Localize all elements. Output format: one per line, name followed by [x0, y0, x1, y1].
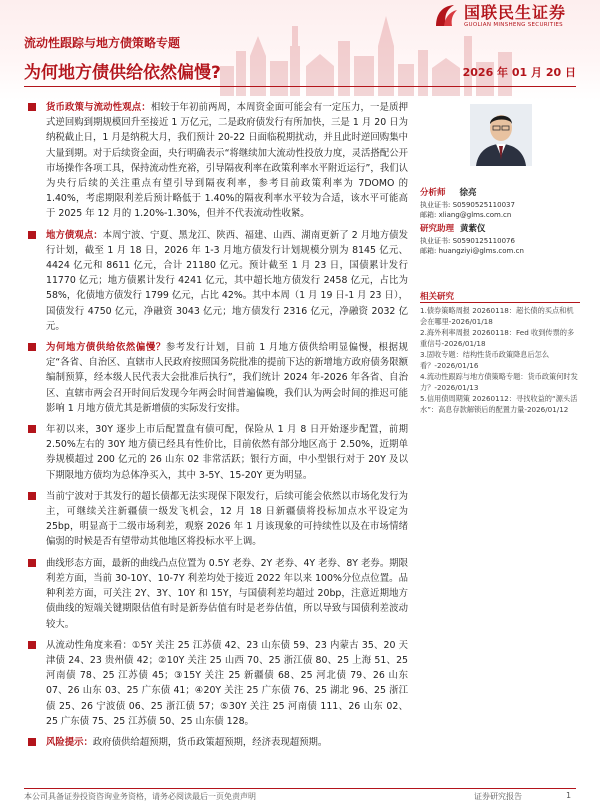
related-item[interactable]: 5.信用债周期策 20260112：寻找收益的“源头活水”：高息存款解锁后的配置力量-2026/01/12	[420, 394, 578, 414]
bullet-icon	[28, 738, 36, 746]
header-banner	[0, 0, 600, 100]
footer-disclaimer: 本公司具备证券投资咨询业务资格，请务必阅读最后一页免责声明	[24, 792, 256, 801]
bullet-icon	[28, 343, 36, 351]
report-title: 为何地方债供给依然偏慢?	[24, 63, 221, 83]
report-series: 流动性跟踪与地方债策略专题	[24, 36, 181, 50]
paragraph-text: 相较于年初前两周，本周资金面可能会有一定压力，一是质押式逆回购到期规模回升至接近 1 万亿元，二是政府债发行有所加快，三是 1 月 20 日为纳税截止日，1 月是纳税大月，我们预计 20-22 日面临税期扰动，并且此时逆回购集中大量到期。对于后续资金面，央行明确表示“将继续加大流动性投放力度，灵活搭配公开市场操作各项工具，保持流动性充裕，引导隔夜利率在政策利率水平附近运行”，我们认为央行后续的关注重点有望引导到隔夜利率，参考目前政策利率为 7DOMO 的 1.40%，考虑期限利差后预计略低于 1.40%的隔夜利率水平较为合适，该水平可能高于 2025 年 12 月的 1.20%-1.30%，但并不代表流动性收紧。	[46, 102, 408, 220]
paragraph-text: 政府债供给超预期，货币政策超预期，经济表现超预期。	[92, 736, 328, 748]
paragraph-monetary-policy	[26, 100, 408, 222]
bullet-icon	[28, 559, 36, 567]
paragraph-text: 从流动性角度来看：①5Y 关注 25 江苏债 42、23 山东债 59、23 内蒙古 35、20 天津债 24、23 贵州债 42；②10Y 关注 25 山西 70、25 浙江债 80、25 上海 51、25 河南债 78、25 江苏债 45；③15Y 关注 25 新疆债 68、25 河北债 79、26 山东 07、26 山东 03、25 广东债 41；④20Y 关注 25 广东债 76、25 湖北 96、25 浙江债 25、26 宁波债 06、25 浙江债 57；⑤30Y 关注 25 河南债 111、26 山东 02、25 广东债 75、25 江苏债 50、25 山东债 128。	[46, 639, 408, 727]
email-label: 邮箱:	[420, 211, 437, 219]
footer-divider	[24, 788, 576, 789]
related-research-list	[420, 306, 580, 416]
related-item[interactable]: 2.海外利率周报 20260118：Fed 收到传票的多重信号-2026/01/18	[420, 328, 575, 348]
bullet-icon	[28, 231, 36, 239]
email-label: 邮箱:	[420, 247, 437, 255]
paragraph-supply-slow	[26, 340, 408, 416]
bullet-icon	[28, 103, 36, 111]
paragraph-keyword: 货币政策与流动性观点：	[46, 102, 151, 113]
email-link[interactable]: huangziyi@glms.com.cn	[438, 247, 524, 255]
analyst-card-1	[420, 188, 515, 220]
cert-label: 执业证书:	[420, 237, 451, 245]
cert-number: S0590525110037	[452, 201, 515, 209]
paragraph-text: 曲线形态方面，最新的曲线凸点位置为 0.5Y 老券、2Y 老券、4Y 老券、8Y 老券。期限利差方面，当前 30-10Y、10-7Y 利差均处于接近 2022 年以来 100%分位点位置。品种利差方面，可关注 2Y、3Y、10Y 和 15Y，与国债利差均超过 20bp，注意近期地方债曲线的短端关键期限估值有时是新券估值有时是老券估值，所以导致与国债利差波动较大。	[46, 557, 408, 630]
paragraph-allocation	[26, 422, 408, 483]
analyst-portrait-icon	[470, 104, 532, 166]
analyst-role: 分析师	[420, 188, 446, 198]
related-divider	[420, 302, 580, 303]
related-item[interactable]: 1.债券策略周报 20260118：超长债的买点和机会在哪里-2026/01/18	[420, 306, 574, 326]
main-content	[26, 100, 408, 756]
analyst-role: 研究助理	[420, 224, 455, 234]
cert-label: 执业证书:	[420, 201, 451, 209]
paragraph-curve	[26, 556, 408, 632]
bullet-icon	[28, 425, 36, 433]
analyst-name: 黄紫仪	[460, 224, 486, 234]
related-item[interactable]: 3.固收专题：结构性货币政策降息后怎么看？-2026/01/16	[420, 350, 550, 370]
bullet-icon	[28, 641, 36, 649]
related-research-title: 相关研究	[420, 292, 455, 302]
paragraph-keyword: 地方债观点：	[46, 229, 103, 241]
paragraph-risk	[26, 735, 408, 750]
analyst-card-2	[420, 224, 524, 256]
analyst-photo	[470, 104, 532, 166]
page-number: 1	[566, 791, 572, 800]
analyst-name: 徐亮	[459, 188, 477, 198]
paragraph-issuance	[26, 489, 408, 550]
brand-logo	[432, 2, 566, 30]
paragraph-keyword: 为何地方债供给依然偏慢？	[46, 342, 166, 354]
paragraph-local-bond-view	[26, 228, 408, 334]
paragraph-text: 年初以来，30Y 逐步上市后配置盘有债可配，保险从 1 月 8 日开始逐步配置，前期 2.50%左右的 30Y 地方债已经具有性价比，目前依然有部分地区高于 2.50%，近期单券规模超过 200 亿元的 26 山东 02 非常活跃；银行方面，中小型银行对于 20Y 及以下期限地方债均为总体净买入，其中 3-5Y、15-20Y 更为明显。	[46, 424, 408, 481]
paragraph-liquidity-picks	[26, 638, 408, 729]
brand-name: 国联民生证券	[464, 3, 567, 22]
paragraph-text: 本周宁波、宁夏、黑龙江、陕西、福建、山西、湖南更新了 2 月地方债发行计划，截至 1 月 18 日，2026 年 1-3 月地方债发行计划规模分别为 8145 亿元、4424 亿元和 8611 亿元，合计 21180 亿元。预计截至 1 月 23 日，国债累计发行 11770 亿元；地方债累计发行 4241 亿元，其中超长地方债发行 2458 亿元，占比为 58%，化债地方债发行 1799 亿元，占比 42%。其中本周（1 月 19 日-1 月 23 日），国债发行 4750 亿元，净融资 3043 亿元；地方债发行 2316 亿元，净融资 2032 亿元。	[46, 229, 408, 332]
paragraph-text: 当前宁波对于其发行的超长债都无法实现保下限发行，后续可能会依然以市场化发行为主，可继续关注新疆债一级发飞机会，12 月 18 日新疆债将投标加点水平设定为 25bp，明显高于二级市场利差，观察 2026 年 1 月该现象的可持续性以及在市场情绪偏弱的时候是否有望带动其他地区将投标水平上调。	[46, 490, 408, 548]
brand-name-en: GUOLIAN MINSHENG SECURITIES	[464, 22, 563, 28]
brand-logo-icon	[432, 2, 460, 30]
related-item[interactable]: 4.流动性跟踪与地方债策略专题：货币政策何时发力？-2026/01/13	[420, 372, 578, 392]
cert-number: S0590125110076	[452, 237, 515, 245]
footer-label: 证券研究报告	[474, 792, 522, 801]
bullet-icon	[28, 492, 36, 500]
header-divider	[24, 86, 576, 87]
email-link[interactable]: xliang@glms.com.cn	[438, 211, 512, 219]
paragraph-text: 参考发行计划，目前 1 月地方债供给明显偏慢，根据规定“各省、自治区、直辖市人民政府按照国务院批准的提前下达的新增地方政府债务限额编制预算，经本级人民代表大会批准后执行”，我们统计 2024 年-2026 年各省、自治区、直辖市两会召开时间后发现今年两会时间普遍偏晚，我们认为两会时间的推迟可能影响 1 月地方债尤其是新增债的实际发行安排。	[46, 342, 408, 414]
report-date: 2026 年 01 月 20 日	[462, 66, 576, 79]
paragraph-keyword: 风险提示：	[46, 736, 93, 748]
